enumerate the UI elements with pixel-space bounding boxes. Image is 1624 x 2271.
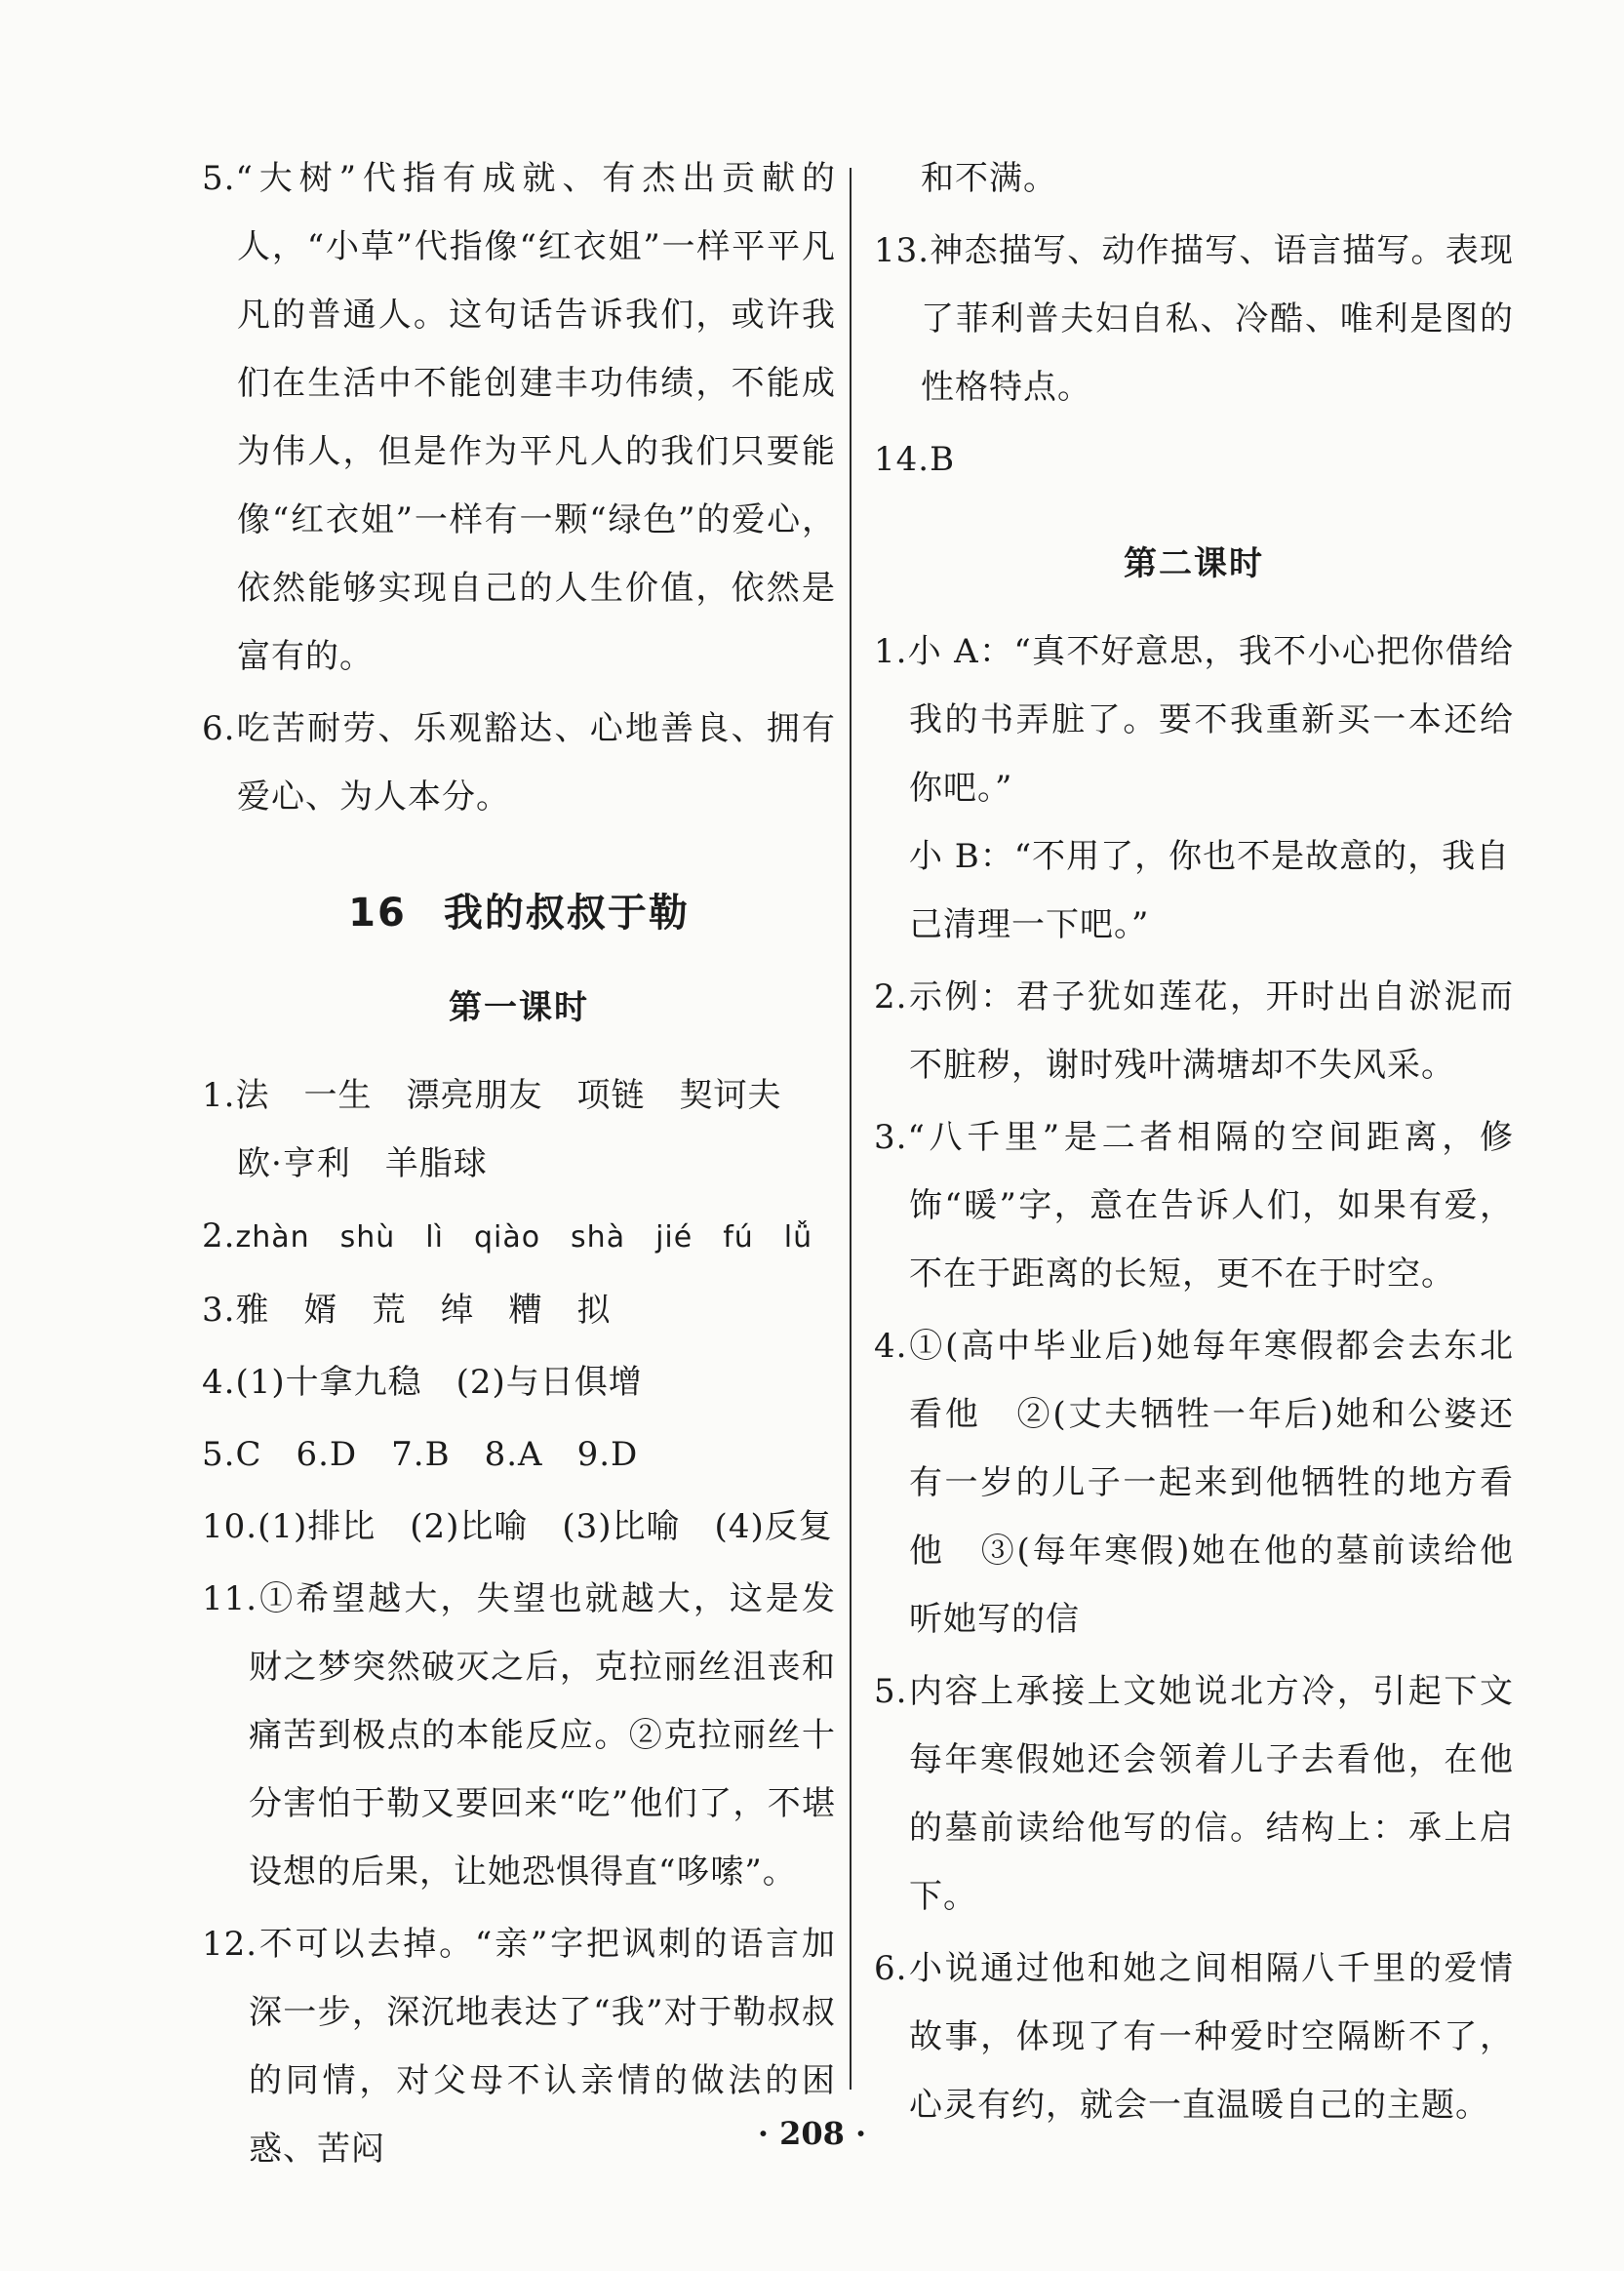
answer-2-pinyin: zhàn shù lì qiào shà jié fú lǚ [235,1220,813,1255]
answer-5-9: 5.C 6.D 7.B 8.A 9.D [202,1435,639,1474]
second-answer-3: 3.“八千里”是二者相隔的空间距离，修饰“暖”字，意在告诉人们，如果有爱，不在于距离的长短，更不在于时空。 [874,1118,1514,1294]
column-divider [850,168,852,2090]
answer-5: 5.“大树”代指有成就、有杰出贡献的人，“小草”代指像“红衣姐”一样平平凡凡的普通人。这句话告诉我们，或许我们在生活中不能创建丰功伟绩，不能成为伟人，但是作为平凡人的我们只要能像“红衣姐”一样有一颗“绿色”的爱心，依然能够实现自己的人生价值，依然是富有的。 [202,159,836,676]
second-answer-5: 5.内容上承接上文她说北方冷，引起下文每年寒假她还会领着儿子去看他，在他的墓前读给他写的信。结构上：承上启下。 [874,1672,1514,1916]
lesson-title [202,882,836,937]
answer-2-prefix: 2. [202,1216,236,1255]
session-2-title: 第二课时 [1124,544,1264,583]
answer-1-line-2: 欧·亨利 羊脂球 [237,1144,488,1183]
answer-12: 12.不可以去掉。“亲”字把讽刺的语言加深一步，深沉地表达了“我”对于勒叔叔的同情，对父母不认亲情的做法的困惑、苦闷 [202,1925,836,2169]
answer-13: 13.神态描写、动作描写、语言描写。表现了菲利普夫妇自私、冷酷、唯利是图的性格特点。 [874,231,1514,407]
page-number: · 208 · [757,2115,867,2152]
answer-6: 6.吃苦耐劳、乐观豁达、心地善良、拥有爱心、为人本分。 [202,709,836,817]
answer-11: 11.①希望越大，失望也就越大，这是发财之梦突然破灭之后，克拉丽丝沮丧和痛苦到极点的本能反应。②克拉丽丝十分害怕于勒又要回来“吃”他们了，不堪设想的后果，让她恐惧得直“哆嗦”。 [202,1579,836,1892]
answer-14: 14.B [874,440,956,479]
page-number-value: 208 [779,2115,845,2152]
session-1-title: 第一课时 [449,988,589,1027]
second-answer-6: 6.小说通过他和她之间相隔八千里的爱情故事，体现了有一种爱时空隔断不了，心灵有约，就会一直温暖自己的主题。 [874,1949,1514,2125]
answer-12-continued: 和不满。 [921,159,1057,198]
right-column [874,144,1514,2143]
answer-10: 10.(1)排比 (2)比喻 (3)比喻 (4)反复 [202,1507,833,1546]
second-answer-2: 2.示例：君子犹如莲花，开时出自淤泥而不脏秽，谢时残叶满塘却不失风采。 [874,977,1514,1085]
lesson-name: 我的叔叔于勒 [443,891,690,936]
answer-4: 4.(1)十拿九稳 (2)与日俱增 [202,1363,643,1402]
second-answer-1a: 1.小 A：“真不好意思，我不小心把你借给我的书弄脏了。要不我重新买一本还给你吧。” [874,632,1514,808]
answer-3: 3.雅 婿 荒 绰 糟 拟 [202,1291,612,1330]
left-column [202,144,836,2187]
answer-2 [202,1202,836,1272]
lesson-number: 16 [348,891,407,936]
second-answer-4: 4.①(高中毕业后)她每年寒假都会去东北看他 ②(丈夫牺牲一年后)她和公婆还有一岁的儿子一起来到他牺牲的地方看他 ③(每年寒假)她在他的墓前读给他听她写的信 [874,1327,1514,1639]
answer-1-line-1: 1.法 一生 漂亮朋友 项链 契诃夫 [202,1076,782,1115]
second-answer-1b: 小 B：“不用了，你也不是故意的，我自己清理一下吧。” [909,837,1511,944]
